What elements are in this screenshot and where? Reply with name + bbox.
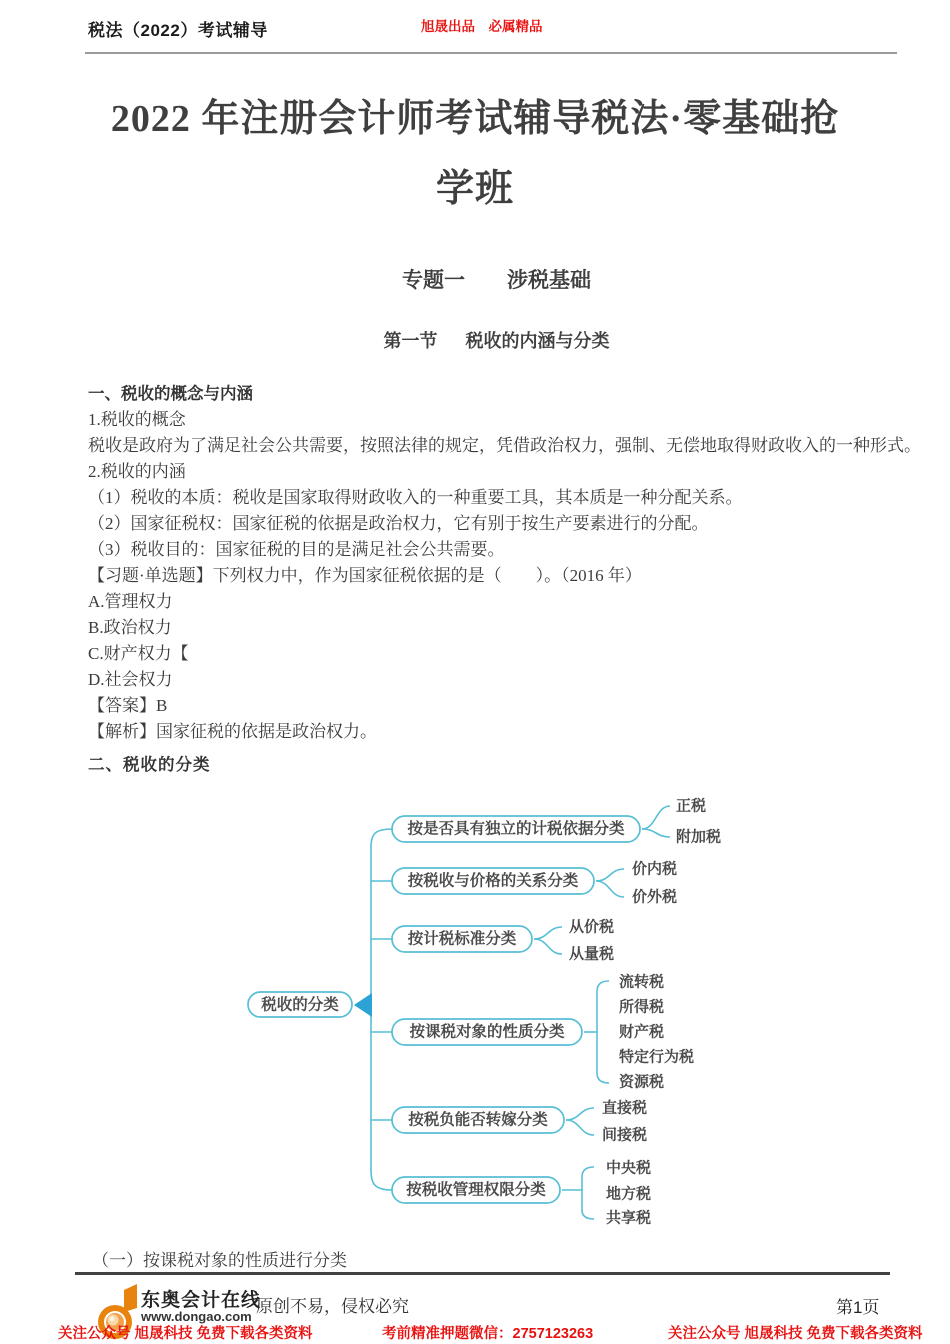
mindmap-fork [566, 1108, 594, 1120]
header-promo-badge: 旭晟出品 必属精品 [421, 19, 543, 34]
page-title [65, 84, 885, 224]
body-line: 2.税收的内涵 [88, 462, 186, 481]
body-subheading-3: （一）按课税对象的性质进行分类 [92, 1251, 347, 1270]
option-d: D.社会权力 [88, 670, 173, 689]
body-subheading-2: 二、税收的分类 [88, 756, 211, 774]
section-number: 第一节 [383, 331, 438, 351]
option-c: C.财产权力【 [88, 644, 189, 663]
mindmap-fork [642, 829, 670, 837]
page-title-line1: 2022 年注册会计师考试辅导税法·零基础抢 [110, 98, 840, 140]
topic-heading [88, 264, 905, 294]
mindmap-leaf-label: 价外税 [632, 888, 678, 906]
page-title-line2: 学班 [435, 168, 514, 210]
section-name: 税收的内涵与分类 [465, 331, 610, 351]
footer-brand-url: www.dongao.com [141, 1309, 252, 1324]
answer-line: 【答案】B [88, 696, 168, 715]
mindmap-leaf-label: 直接税 [602, 1099, 648, 1117]
mindmap-leaf-label: 附加税 [676, 828, 722, 846]
footer-copyright-notice: 原创不易，侵权必究 [256, 1297, 409, 1316]
mindmap-leaf-label: 财产税 [619, 1023, 665, 1041]
mindmap-bracket [582, 1167, 594, 1219]
option-b: B.政治权力 [88, 618, 172, 637]
mindmap-fork [596, 869, 624, 881]
mindmap-leaf-label: 从量税 [569, 945, 615, 963]
header-divider [85, 52, 897, 54]
section-heading [88, 327, 905, 353]
topic-name: 涉税基础 [507, 268, 591, 292]
analysis-line: 【解析】国家征税的依据是政治权力。 [88, 722, 377, 741]
footer-divider [75, 1272, 890, 1275]
body-subheading-1: 一、税收的概念与内涵 [88, 385, 253, 403]
body-line: （2）国家征税权：国家征税的依据是政治权力，它有别于按生产要素进行的分配。 [88, 514, 709, 533]
mindmap-fork [566, 1120, 594, 1135]
mindmap-branch-label: 按税收管理权限分类 [406, 1181, 546, 1199]
footer-promo-left: 关注公众号 旭晟科技 免费下载各类资料 [58, 1326, 313, 1342]
mindmap-root-arrow-icon [354, 993, 372, 1017]
body-line: （1）税收的本质：税收是国家取得财政收入的一种重要工具，其本质是一种分配关系。 [88, 488, 743, 507]
option-a: A.管理权力 [88, 592, 173, 611]
mindmap-branch-label: 按是否具有独立的计税依据分类 [407, 820, 625, 838]
mindmap-leaf-label: 正税 [676, 797, 707, 815]
body-text [88, 381, 921, 745]
mindmap-root-label: 税收的分类 [261, 996, 339, 1014]
mindmap-leaf-label: 共享税 [606, 1209, 652, 1227]
mindmap-bracket [597, 981, 609, 1083]
mindmap-fork [596, 881, 624, 897]
mindmap-leaf-label: 从价税 [569, 918, 615, 936]
body-line: 税收是政府为了满足社会公共需要，按照法律的规定，凭借政治权力，强制、无偿地取得财政收入的一种形式。 [88, 436, 921, 455]
exercise-question: 【习题·单选题】下列权力中，作为国家征税依据的是（ ）。（2016 年） [88, 566, 642, 585]
mindmap-branch-label: 按税负能否转嫁分类 [408, 1111, 548, 1129]
topic-number: 专题一 [402, 268, 465, 292]
mindmap-leaf-label: 所得税 [619, 998, 665, 1016]
mindmap-fork [642, 806, 670, 829]
mindmap-leaf-label: 地方税 [606, 1185, 652, 1203]
mindmap-leaf-label: 间接税 [602, 1126, 648, 1144]
footer-promo-right: 关注公众号 旭晟科技 免费下载各类资料 [668, 1326, 923, 1342]
mindmap-fork [534, 939, 562, 954]
mindmap-leaf-label: 流转税 [619, 973, 665, 991]
mindmap-leaf-label: 价内税 [632, 860, 678, 878]
body-line: 1.税收的概念 [88, 410, 186, 429]
page-number: 第1页 [836, 1298, 880, 1317]
body-line: （3）税收目的：国家征税的目的是满足社会公共需要。 [88, 540, 505, 559]
footer-brand-name: 东奥会计在线 [141, 1290, 262, 1311]
mindmap-leaf-label: 中央税 [606, 1159, 652, 1177]
header-doc-title: 税法（2022）考试辅导 [88, 21, 268, 40]
mindmap-leaf-label: 资源税 [619, 1073, 665, 1091]
mindmap-fork [534, 927, 562, 939]
mindmap-trunk [371, 829, 392, 1190]
footer-promo-center: 考前精准押题微信：2757123263 [382, 1326, 594, 1342]
mindmap-branch-label: 按课税对象的性质分类 [409, 1023, 565, 1041]
mindmap-leaf-label: 特定行为税 [619, 1048, 695, 1066]
mindmap-branch-label: 按计税标准分类 [407, 930, 517, 948]
mindmap-branch-label: 按税收与价格的关系分类 [407, 872, 579, 890]
tax-classification-mindmap [220, 782, 740, 1237]
